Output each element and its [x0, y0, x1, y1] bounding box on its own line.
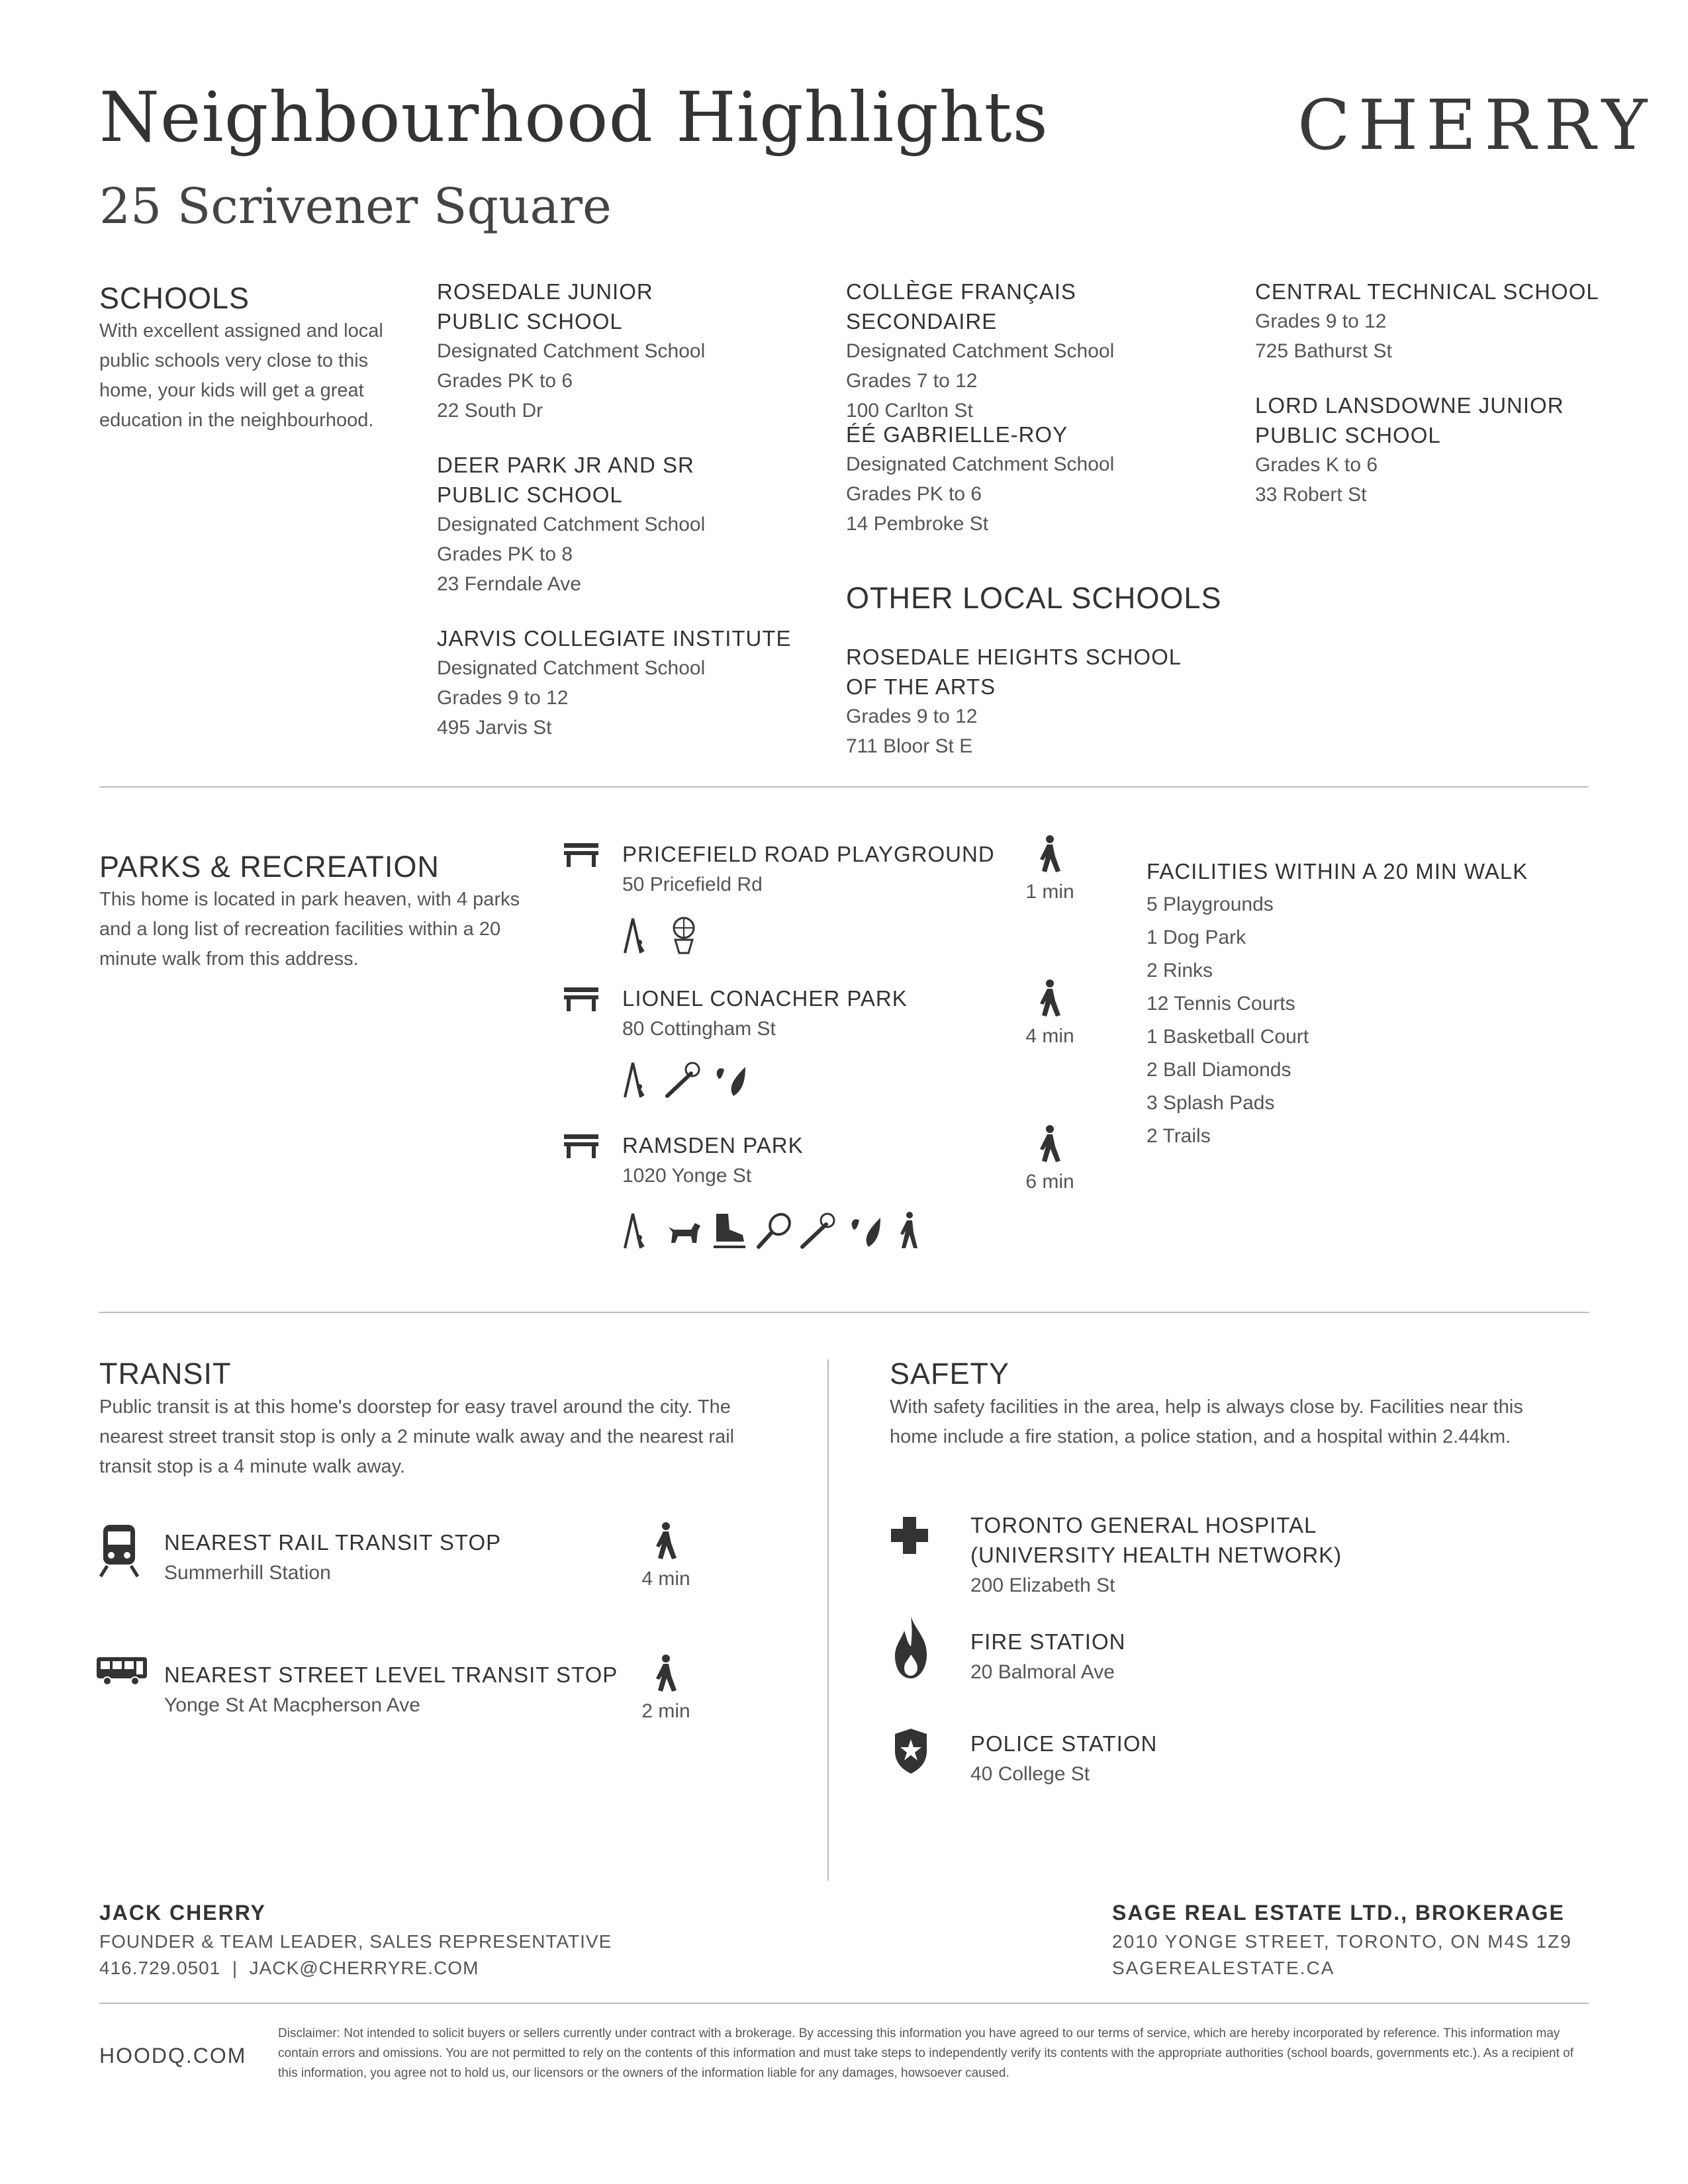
hospital-address: 200 Elizabeth St: [970, 1574, 1115, 1596]
police-badge-icon: [892, 1727, 929, 1775]
school-name: ROSEDALE HEIGHTS SCHOOL: [846, 645, 1182, 669]
hoodq-link[interactable]: HOODQ.COM: [99, 2044, 247, 2068]
pedestrian-icon: [626, 1650, 706, 1696]
splash-pad-icon: [710, 1060, 748, 1099]
park-address: 80 Cottingham St: [622, 1018, 776, 1040]
park-address: 1020 Yonge St: [622, 1165, 752, 1187]
park-amenities: [620, 1060, 748, 1099]
school-grades: Grades PK to 6: [846, 483, 982, 505]
hospital-name: TORONTO GENERAL HOSPITAL: [970, 1513, 1317, 1537]
school-address: 14 Pembroke St: [846, 513, 989, 535]
school-address: 711 Bloor St E: [846, 735, 973, 757]
park-name: PRICEFIELD ROAD PLAYGROUND: [622, 842, 995, 866]
school-type: Designated Catchment School: [437, 657, 706, 679]
school-grades: Grades 9 to 12: [846, 705, 978, 727]
agent-title: FOUNDER & TEAM LEADER, SALES REPRESENTATIVE: [99, 1931, 612, 1952]
school-name: PUBLIC SCHOOL: [437, 309, 623, 334]
agent-contact[interactable]: 416.729.0501 | JACK@CHERRYRE.COM: [99, 1958, 479, 1978]
street-stop-name: Yonge St At Macpherson Ave: [164, 1694, 420, 1716]
schools-heading: SCHOOLS: [99, 281, 250, 315]
school-name: PUBLIC SCHOOL: [437, 482, 623, 507]
school-name: PUBLIC SCHOOL: [1255, 423, 1441, 447]
school-type: Designated Catchment School: [846, 453, 1115, 475]
pedestrian-icon: [1010, 975, 1090, 1021]
hospital-name: (UNIVERSITY HEALTH NETWORK): [970, 1543, 1342, 1567]
school-card: [1255, 277, 1599, 366]
police-station-address: 40 College St: [970, 1763, 1090, 1785]
school-address: 22 South Dr: [437, 400, 543, 422]
walk-minutes: 6 min: [1025, 1171, 1074, 1193]
school-address: 100 Carlton St: [846, 400, 973, 422]
school-name: LORD LANSDOWNE JUNIOR: [1255, 393, 1564, 418]
fire-icon: [892, 1615, 929, 1681]
school-name: DEER PARK JR AND SR: [437, 453, 694, 477]
park-amenities: [620, 916, 703, 954]
dog-icon: [665, 1211, 703, 1250]
school-address: 725 Bathurst St: [1255, 340, 1392, 362]
street-stop-label: NEAREST STREET LEVEL TRANSIT STOP: [164, 1662, 618, 1687]
property-address: 25 Scrivener Square: [99, 178, 612, 235]
bench-icon: [563, 842, 600, 868]
school-grades: Grades PK to 6: [437, 370, 573, 392]
school-card: [437, 277, 808, 426]
police-station-name: POLICE STATION: [970, 1731, 1158, 1756]
walk-minutes: 1 min: [1025, 881, 1074, 903]
park-address: 50 Pricefield Rd: [622, 874, 763, 895]
pedestrian-icon: [1010, 831, 1090, 877]
rail-stop-label: NEAREST RAIL TRANSIT STOP: [164, 1530, 502, 1555]
walk-minutes: 4 min: [641, 1568, 690, 1590]
park-amenities: [620, 1211, 928, 1250]
list-item: 5 Playgrounds: [1147, 893, 1274, 915]
column-divider: [827, 1359, 829, 1881]
bench-icon: [563, 1133, 600, 1160]
school-address: 33 Robert St: [1255, 484, 1367, 506]
brokerage-website[interactable]: SAGEREALESTATE.CA: [1112, 1958, 1335, 1978]
park-name: RAMSDEN PARK: [622, 1133, 804, 1158]
parks-heading: PARKS & RECREATION: [99, 850, 440, 884]
list-item: 2 Trails: [1147, 1125, 1211, 1147]
brokerage-name: SAGE REAL ESTATE LTD., BROKERAGE: [1112, 1901, 1565, 1925]
pedestrian-icon: [626, 1518, 706, 1564]
school-name: ROSEDALE JUNIOR: [437, 279, 653, 304]
transit-description: Public transit is at this home's doorstep for easy travel around the city. The nearest street transit stop is only a 2 minute walk away and the nearest rail transit stop is a 4 minute walk away.: [99, 1396, 735, 1477]
walk-time: [1010, 1120, 1090, 1197]
school-card: [437, 450, 808, 599]
section-divider: [99, 1312, 1589, 1313]
baseball-icon: [800, 1211, 838, 1250]
list-item: 3 Splash Pads: [1147, 1092, 1275, 1114]
section-divider: [99, 786, 1589, 788]
school-address: 495 Jarvis St: [437, 717, 552, 739]
hospital-cross-icon: [890, 1516, 929, 1555]
other-schools-heading: OTHER LOCAL SCHOOLS: [846, 581, 1222, 615]
footer-divider: [99, 2003, 1589, 2004]
bus-icon: [95, 1656, 148, 1686]
brand-logo: CHERRY: [1297, 85, 1656, 165]
train-icon: [99, 1522, 139, 1578]
walk-minutes: 2 min: [641, 1700, 690, 1722]
pedestrian-icon: [1010, 1120, 1090, 1167]
school-name: ÉÉ GABRIELLE-ROY: [846, 422, 1068, 447]
safety-description: With safety facilities in the area, help is always close by. Facilities near this home include a fire station, a police station, and a hospital within 2.44km.: [890, 1396, 1523, 1447]
list-item: 12 Tennis Courts: [1147, 993, 1295, 1015]
school-type: Designated Catchment School: [437, 340, 706, 362]
playground-icon: [620, 916, 658, 954]
fire-station-name: FIRE STATION: [970, 1629, 1126, 1654]
school-name: COLLÈGE FRANÇAIS SECONDAIRE: [846, 279, 1076, 334]
agent-name: JACK CHERRY: [99, 1901, 266, 1925]
school-card: [846, 642, 1217, 761]
basketball-icon: [665, 916, 703, 954]
school-grades: Grades 9 to 12: [1255, 310, 1387, 332]
school-type: Designated Catchment School: [846, 340, 1115, 362]
school-grades: Grades K to 6: [1255, 454, 1378, 476]
walk-minutes: 4 min: [1025, 1025, 1074, 1047]
school-card: [846, 277, 1217, 426]
transit-heading: TRANSIT: [99, 1357, 232, 1390]
school-name: JARVIS COLLEGIATE INSTITUTE: [437, 626, 792, 651]
school-grades: Grades 7 to 12: [846, 370, 978, 392]
baseball-icon: [665, 1060, 703, 1099]
list-item: 2 Ball Diamonds: [1147, 1059, 1291, 1081]
fire-station-address: 20 Balmoral Ave: [970, 1661, 1115, 1683]
list-item: 2 Rinks: [1147, 960, 1213, 981]
parks-description: This home is located in park heaven, with 4 parks and a long list of recreation facilities within a 20 minute walk from this address.: [99, 889, 520, 970]
facilities-list: [1147, 888, 1309, 1153]
brokerage-address: 2010 YONGE STREET, TORONTO, ON M4S 1Z9: [1112, 1931, 1572, 1952]
facilities-heading: FACILITIES WITHIN A 20 MIN WALK: [1147, 859, 1528, 884]
playground-icon: [620, 1211, 658, 1250]
school-card: [1255, 390, 1599, 510]
school-name: OF THE ARTS: [846, 674, 996, 699]
school-grades: Grades 9 to 12: [437, 687, 569, 709]
page-title: Neighbourhood Highlights: [99, 77, 1049, 158]
hiker-icon: [890, 1211, 928, 1250]
skate-icon: [710, 1211, 748, 1250]
school-address: 23 Ferndale Ave: [437, 573, 581, 595]
safety-heading: SAFETY: [890, 1357, 1010, 1390]
tennis-icon: [755, 1211, 793, 1250]
school-card: [437, 623, 808, 743]
schools-description: With excellent assigned and local public schools very close to this home, your kids will get a great education in the neighbourhood.: [99, 320, 383, 431]
school-grades: Grades PK to 8: [437, 543, 573, 565]
disclaimer: Disclaimer: Not intended to solicit buyers or sellers currently under contract with a brokerage. By accessing this information you have agreed to our terms of service, which are hereby incorporated by reference. This information may contain errors and omissions. You are not permitted to rely on the contents of this information and must take steps to independently verify its contents with the appropriate authorities (school boards, governments etc.). As a recipient of this information, you agree not to hold us, our licensors or the owners of the information liable for any damages, howsoever caused.: [278, 2026, 1574, 2080]
splash-pad-icon: [845, 1211, 883, 1250]
school-name: CENTRAL TECHNICAL SCHOOL: [1255, 279, 1599, 304]
school-card: [846, 420, 1217, 539]
list-item: 1 Basketball Court: [1147, 1026, 1309, 1048]
walk-time: [1010, 831, 1090, 907]
walk-time: [1010, 975, 1090, 1051]
playground-icon: [620, 1060, 658, 1099]
bench-icon: [563, 986, 600, 1013]
rail-stop-name: Summerhill Station: [164, 1562, 331, 1584]
school-type: Designated Catchment School: [437, 514, 706, 535]
park-name: LIONEL CONACHER PARK: [622, 986, 908, 1011]
walk-time: [626, 1518, 706, 1594]
list-item: 1 Dog Park: [1147, 927, 1246, 948]
walk-time: [626, 1650, 706, 1726]
